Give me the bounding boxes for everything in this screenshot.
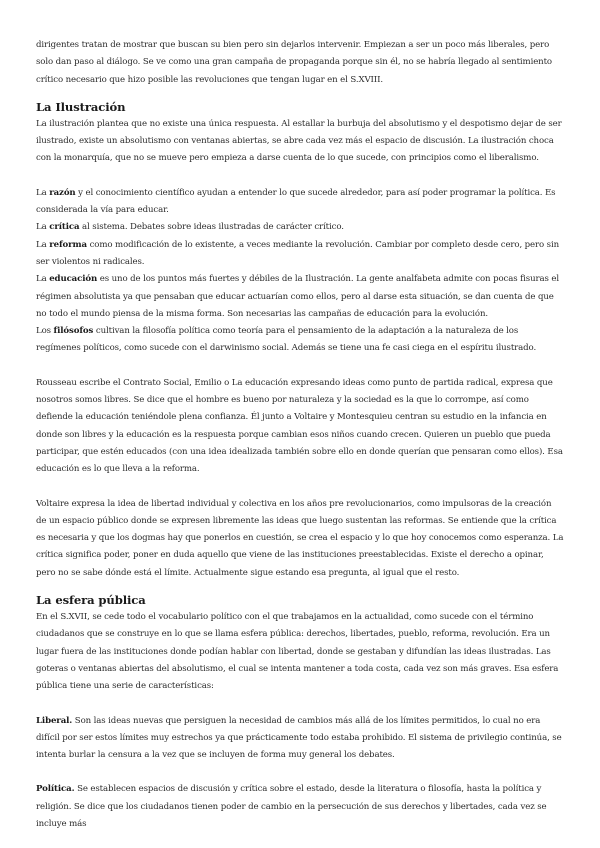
section-heading-esfera-publica: La esfera pública — [36, 593, 146, 608]
ilustracion-intro: La ilustración plantea que no existe una única respuesta. Al estallar la burbuja del absolutismo y el despotismo dejar de ser ilustrado, existe un absolutismo con ventanas abiertas, se abre cada vez más el espacio de discusión. La ilustración choca con la monarquía, que no se mueve pero empieza a darse cuenta de lo que sucede, con principios como el liberalismo. — [36, 118, 562, 164]
term-razon: razón — [49, 187, 76, 198]
section-heading-ilustracion: La Ilustración — [36, 99, 126, 114]
item-reforma: La reforma como modificación de lo existente, a veces mediante la revolución. Cambiar por completo desde cero, pero sin ser violentos ni radicales. — [36, 239, 560, 267]
esfera-intro: En el S.XVII, se cede todo el vocabulario político con el que trabajamos en la actualidad, como sucede con el término ciudadanos que se construye en lo que se llama esfera pública: derechos, libertades, pueblo, reforma, revolución. Era un lugar fuera de las instituciones donde podían hablar con libertad, donde se gestaban y difundían las ideas ilustradas. Las goteras o ventanas abiertas del absolutismo, el cual se intenta mantener a toda costa, cada vez son más graves. Esa esfera pública tiene una serie de características: — [36, 612, 559, 692]
document-page — [36, 37, 564, 833]
item-educacion: La educación es uno de los puntos más fuertes y débiles de la Ilustración. La gente analfabeta admite con pocas fisuras el régimen absolutista ya que pensaban que educar actuarían como ellos, pero al darse esta situación, se dan cuenta de que no todo el mundo piensa de la misma forma. Son necesarias las campañas de educación para la evolución. — [36, 274, 559, 319]
item-filosofos: Los filósofos cultivan la filosofía política como teoría para el pensamiento de la adaptación a la naturaleza de los regímenes políticos, como sucede con el darwinismo social. Además se tiene una fe casi ciega en el espíritu ilustrado. — [36, 326, 537, 354]
item-razon: La razón y el conocimiento científico ayudan a entender lo que sucede alrededor, para así poder programar la política. Es considerada la vía para educar. — [36, 187, 556, 216]
voltaire-paragraph: Voltaire expresa la idea de libertad individual y colectiva en los años pre revolucionarios, como impulsoras de la creación de un espacio público donde se expresen libremente las ideas que luego sustentan las reformas. Se entiende que la crítica es necesaria y que los dogmas hay que ponerlos en cuestión, se crea el espacio y lo que hoy conocemos como esperanza. La crítica significa poder, poner en duda aquello que viene de las instituciones preestablecidas. Existe el derecho a opinar, pero no se sabe dónde está el límite. Actualmente sigue estando esa pregunta, al igual que el resto. — [36, 498, 564, 578]
item-politica: Política. Se establecen espacios de discusión y crítica sobre el estado, desde la literatura o filosofía, hasta la política y religión. Se dice que los ciudadanos tienen poder de cambio en la persecución de sus derechos y libertades, cada vez se incluye más — [36, 784, 547, 829]
rousseau-paragraph: Rousseau escribe el Contrato Social, Emilio o La educación expresando ideas como punto de partida radical, expresa que nosotros somos libres. Se dice que el hombre es bueno por naturaleza y la sociedad es la que lo corrompe, así como defiende la educación teniéndole plena confianza. Él junto a Voltaire y Montesquieu centran su estudio en la infancia en donde son libres y la educación es la respuesta porque cambian esos niños cuando crecen. Quieren un pueblo que pueda participar, que estén educados (con una idea idealizada también sobre ello en donde querían que pensaran como ellos). Esa educación es lo que lleva a la reforma. — [36, 377, 563, 475]
term-critica: crítica — [49, 222, 80, 233]
term-reforma: reforma — [49, 239, 87, 250]
term-liberal: Liberal. — [36, 715, 73, 726]
item-liberal: Liberal. Son las ideas nuevas que persiguen la necesidad de cambios más allá de los límites permitidos, lo cual no era difícil por ser estos límites muy estrechos ya que prácticamente todo estaba prohibido. El sistema de privilegio continúa, se intenta burlar la censura a la vez que se incluyen de forma muy general los debates. — [36, 715, 562, 761]
term-politica: Política. — [36, 784, 75, 795]
intro-paragraph: dirigentes tratan de mostrar que buscan su bien pero sin dejarlos intervenir. Empiezan a ser un poco más liberales, pero solo dan paso al diálogo. Se ve como una gran campaña de propaganda porque sin él, no se habría llegado al sentimiento crítico necesario que hizo posible las revoluciones que tengan lugar en el S.XVIII. — [36, 40, 552, 85]
term-educacion: educación — [49, 274, 98, 285]
term-filosofos: filósofos — [53, 326, 94, 337]
item-critica: La crítica al sistema. Debates sobre ideas ilustradas de carácter crítico. — [36, 222, 344, 233]
